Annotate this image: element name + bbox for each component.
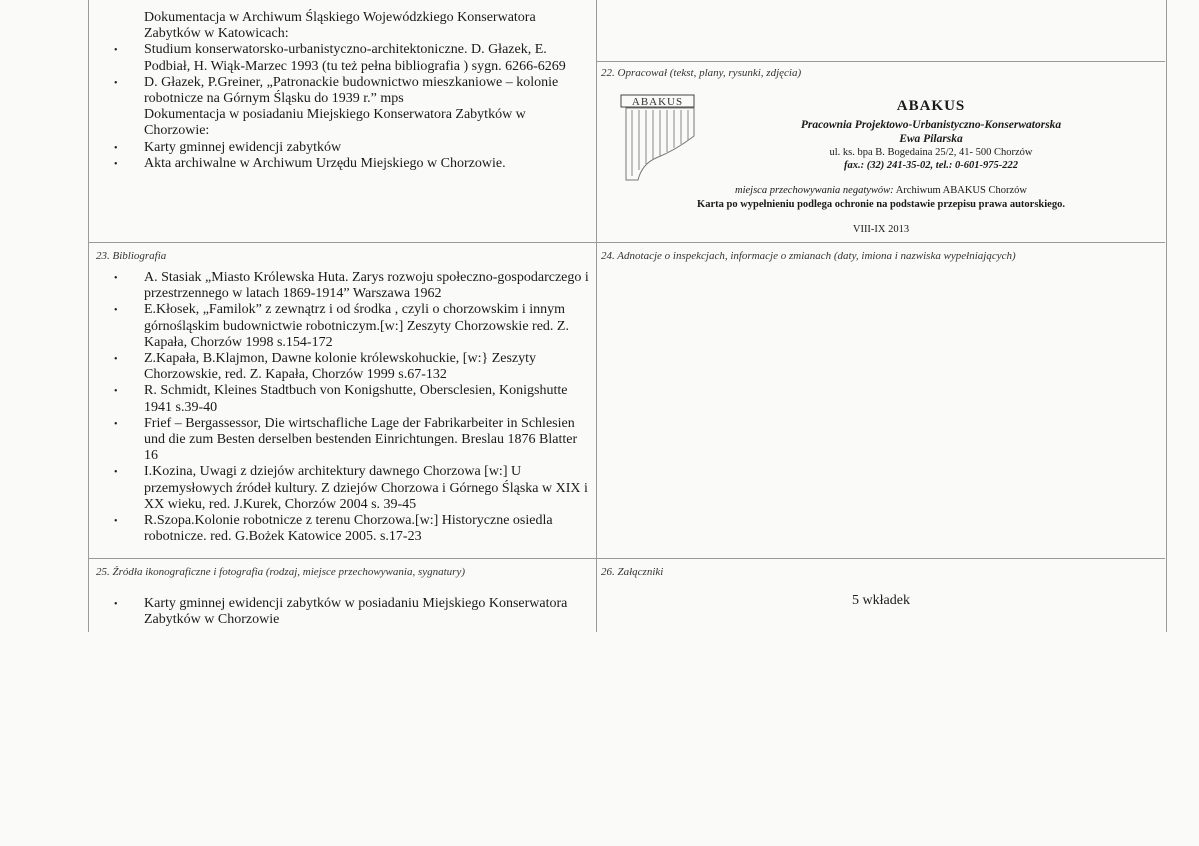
list-item: • E.Kłosek, „Familok” z zewnątrz i od środka , czyli o chorzowskim i innym górnośląskim budownictwie robotniczym.[w:] Zeszyty Chorzowskie red. Z. Kapała, Chorzów 1998 s.154-172	[114, 302, 592, 351]
abakus-logo	[620, 94, 696, 184]
section-26-label: 26. Załączniki	[601, 566, 664, 578]
company-address: ul. ks. bpa B. Bogedaina 25/2, 41- 500 Chorzów	[829, 147, 1033, 158]
copyright-note: Karta po wypełnieniu podlega ochronie na podstawie przepisu prawa autorskiego.	[697, 199, 1065, 210]
section-23-label: 23. Bibliografia	[96, 250, 167, 262]
negatives-storage	[600, 184, 1162, 198]
attachments-count: 5 wkładek	[852, 593, 910, 608]
bibliography-list	[114, 270, 592, 545]
list-item: • Z.Kapała, B.Klajmon, Dawne kolonie królewskohuckie, [w:} Zeszyty Chorzowskie, red. Z. Kapała, Chorzów 1999 s.67-132	[114, 351, 592, 383]
list-item: • Karty gminnej ewidencji zabytków	[114, 140, 592, 156]
company-owner: Ewa Pilarska	[899, 133, 963, 145]
list-item: • R. Schmidt, Kleines Stadtbuch von Konigshutte, Obersclesien, Konigshutte 1941 s.39-40	[114, 383, 592, 415]
svg-text:ABAKUS: ABAKUS	[631, 96, 684, 108]
storage-label: miejsca przechowywania negatywów:	[735, 185, 894, 196]
section-22-label: 22. Opracował (tekst, plany, rysunki, zdjęcia)	[601, 67, 802, 79]
list-item: • D. Głazek, P.Greiner, „Patronackie budownictwo mieszkaniowe – kolonie robotnicze na Górnym Śląsku do 1939 r.” mps	[114, 75, 592, 107]
archive-docs	[114, 10, 592, 172]
list-item: • Frief – Bergassessor, Die wirtschafliche Lage der Fabrikarbeiter in Schlesien und die zum Besten derselben bestenden Einrichtungen. Breslau 1876 Blatter 16	[114, 416, 592, 465]
storage-value: Archiwum ABAKUS Chorzów	[895, 185, 1027, 196]
list-item: Dokumentacja w Archiwum Śląskiego Wojewódzkiego Konserwatora Zabytków w Katowicach:	[144, 10, 536, 42]
list-item: • Studium konserwatorsko-urbanistyczno-architektoniczne. D. Głazek, E. Podbiał, H. Wiąk-Marzec 1993 (tu też pełna bibliografia ) sygn. 6266-6269	[114, 42, 592, 74]
company-contact: fax.: (32) 241-35-02, tel.: 0-601-975-222	[843, 160, 1019, 171]
company-name: ABAKUS	[896, 98, 966, 114]
list-item: Dokumentacja w posiadaniu Miejskiego Konserwatora Zabytków w Chorzowie:	[144, 107, 526, 139]
section-25-label: 25. Źródła ikonograficzne i fotografia (rodzaj, miejsce przechowywania, sygnatury)	[96, 566, 465, 578]
list-item: • R.Szopa.Kolonie robotnicze z terenu Chorzowa.[w:] Historyczne osiedla robotnicze. red. G.Bożek Katowice 2005. s.17-23	[114, 513, 592, 545]
company-info	[700, 98, 1162, 172]
section-24-label: 24. Adnotacje o inspekcjach, informacje o zmianach (daty, imiona i nazwiska wypełniających)	[601, 250, 1016, 262]
divider-22	[596, 61, 1165, 62]
divider-25-26	[88, 558, 1165, 559]
company-subtitle: Pracownia Projektowo-Urbanistyczno-Konserwatorska	[800, 119, 1062, 131]
list-item: • Karty gminnej ewidencji zabytków w posiadaniu Miejskiego Konserwatora Zabytków w Chorzowie	[114, 596, 592, 628]
list-item: • Akta archiwalne w Archiwum Urzędu Miejskiego w Chorzowie.	[114, 156, 592, 172]
list-item: • I.Kozina, Uwagi z dziejów architektury dawnego Chorzowa [w:] U przemysłowych źródeł kultury. Z dziejów Chorzowa i Górnego Śląska w XIX i XX wieku, red. J.Kurek, Chorzów 2004 s. 39-45	[114, 464, 592, 513]
divider-23-24	[88, 242, 1165, 243]
column-divider	[596, 0, 597, 632]
date: VIII-IX 2013	[852, 224, 910, 235]
iconographic-sources	[114, 596, 592, 628]
list-item: • A. Stasiak „Miasto Królewska Huta. Zarys rozwoju społeczno-gospodarczego i przestrzennego w latach 1869-1914” Warszawa 1962	[114, 270, 592, 302]
